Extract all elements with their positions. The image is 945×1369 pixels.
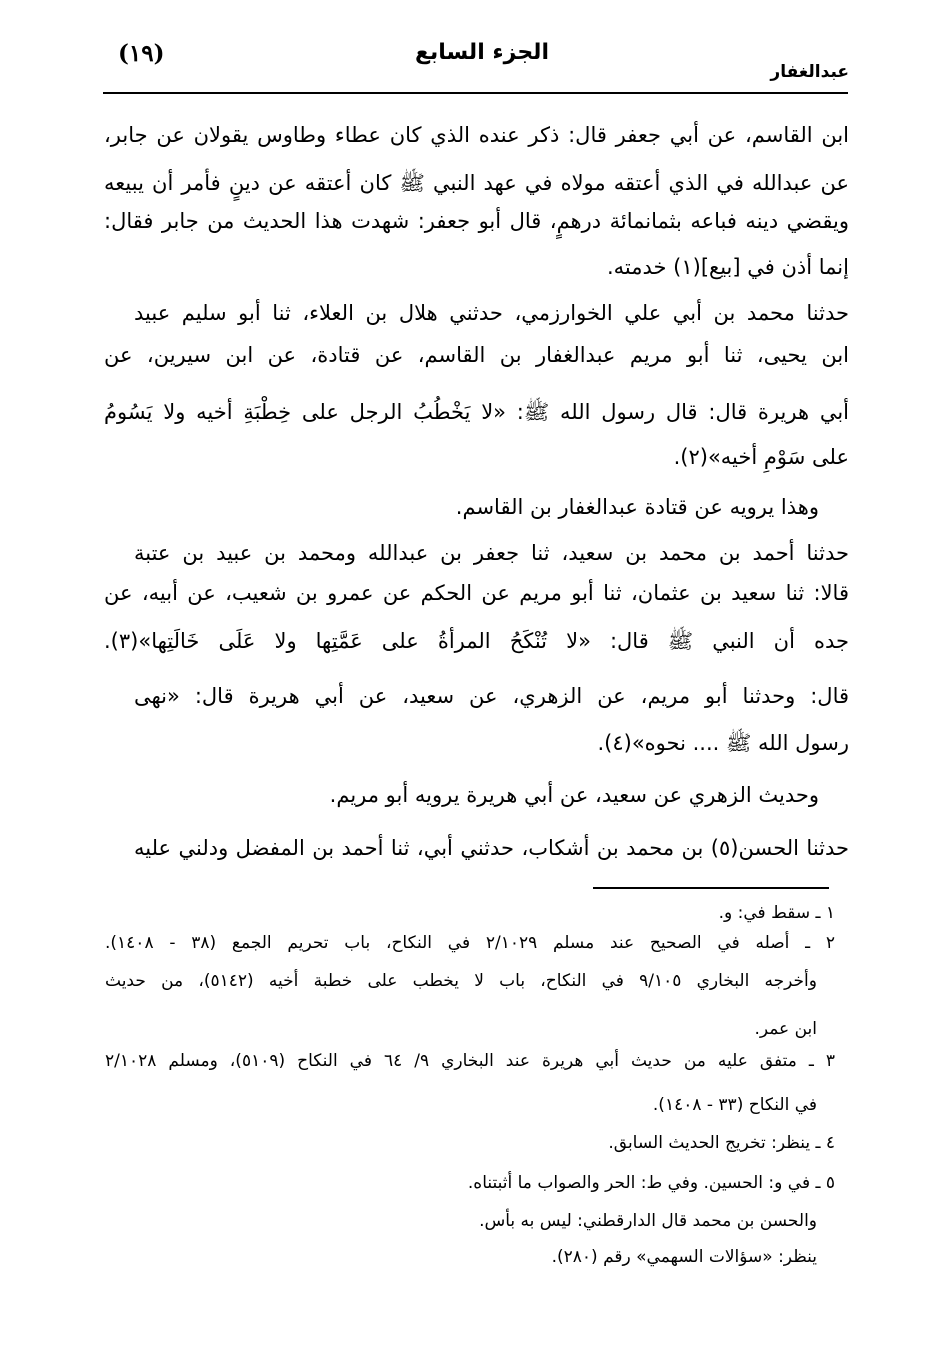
text-line: قال: وحدثنا أبو مريم، عن الزهري، عن سعيد، عن أبي هريرة قال: «نهى (134, 684, 849, 708)
text-line: ابن القاسم، عن أبي جعفر قال: ذكر عنده الذي كان عطاء وطاوس يقولان عن جابر، (104, 123, 849, 147)
footnote-line: ٥ ـ في و: الحسين. وفي ط: الحر والصواب ما أثبتناه. (467, 1173, 835, 1193)
footnote-line: والحسن بن محمد قال الدارقطني: ليس به بأس. (479, 1211, 817, 1231)
text-line: عن عبدالله في الذي أعتقه مولاه في عهد النبي ﷺ كان أعتقه عن دينٍ فأمر أن يبيعه (104, 171, 849, 195)
text-line: أبي هريرة قال: قال رسول الله ﷺ: «لا يَخْطُبُ الرجل على خِطْبَةِ أخيه ولا يَسُومُ (104, 400, 849, 424)
text-line: على سَوْمِ أخيه»(٢). (673, 445, 849, 469)
text-line: جده أن النبي ﷺ قال: «لا تُنْكَحُ المرأةُ على عَمَّتِها ولا عَلَى خَالَتِها»(٣). (104, 629, 849, 653)
text-line: حدثنا محمد بن أبي علي الخوارزمي، حدثني هلال بن العلاء، ثنا أبو سليم عبيد (134, 301, 849, 325)
footnote-line: ابن عمر. (754, 1019, 817, 1039)
text-line: ويقضي دينه فباعه بثمانمائة درهمٍ، قال أبو جعفر: شهدت هذا الحديث من جابر فقال: (104, 209, 849, 233)
footnote-line: ١ ـ سقط في: و. (718, 903, 835, 923)
volume-title: الجزء السابع (415, 40, 549, 65)
text-line: وحديث الزهري عن سعيد، عن أبي هريرة يرويه أبو مريم. (329, 783, 819, 807)
footnote-line: ٢ ـ أصله في الصحيح عند مسلم ٢/١٠٢٩ في النكاح، باب تحريم الجمع (٣٨ - ١٤٠٨). (105, 933, 835, 953)
page-number: (١٩) (118, 40, 165, 67)
text-line: حدثنا أحمد بن محمد بن سعيد، ثنا جعفر بن عبدالله ومحمد بن عبيد بن عتبة (134, 541, 849, 565)
text-line: ابن يحيى، ثنا أبو مريم عبدالغفار بن القاسم، عن قتادة، عن ابن سيرين، عن (104, 343, 849, 367)
footnote-line: ٣ ـ متفق عليه من حديث أبي هريرة عند البخاري ٩/ ٦٤ في النكاح (٥١٠٩)، ومسلم ٢/١٠٢٨ (105, 1051, 836, 1071)
text-line: قالا: ثنا سعيد بن عثمان، ثنا أبو مريم عن الحكم عن عمرو بن شعيب، عن أبيه، عن (104, 581, 849, 605)
footnote-line: في النكاح (٣٣ - ١٤٠٨). (652, 1095, 817, 1115)
text-line: وهذا يرويه عن قتادة عبدالغفار بن القاسم. (455, 495, 819, 519)
footnote-line: ٤ ـ ينظر: تخريج الحديث السابق. (608, 1133, 835, 1153)
text-line: رسول الله ﷺ .... نحوه»(٤). (597, 731, 849, 755)
footnote-line: وأخرجه البخاري ٩/١٠٥ في النكاح، باب لا يخطب على خطبة أخيه (٥١٤٢)، من حديث (105, 971, 817, 991)
footnote-line: ينظر: «سؤالات السهمي» رقم (٢٨٠). (551, 1247, 817, 1267)
text-line: حدثنا الحسن(٥) بن محمد بن أشكاب، حدثني أبي، ثنا أحمد بن المفضل ودلني عليه (134, 836, 850, 860)
entry-name: عبدالغفار (770, 62, 849, 82)
header-rule (103, 92, 848, 94)
footnote-rule (593, 887, 829, 889)
text-line: إنما أذن في [بيع](١) خدمته. (606, 255, 849, 279)
